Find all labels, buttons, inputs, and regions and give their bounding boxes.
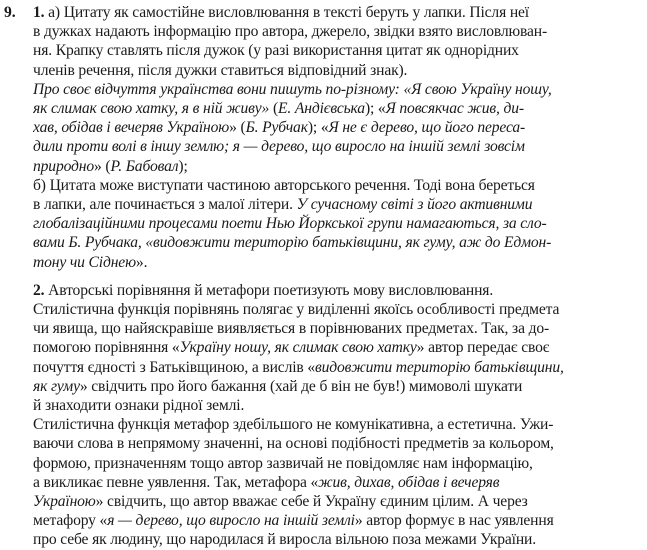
text-line — [33, 300, 639, 320]
text-line — [33, 454, 639, 474]
text-line — [33, 415, 639, 435]
exercise-number: 9. — [4, 4, 16, 21]
text-run: помогою порівняння « — [33, 339, 180, 357]
text-run: вами Б. Рубчака, «видовжити територію батьківщини, як гуму, аж до Едмон- — [33, 234, 552, 252]
text-run: природно — [33, 157, 94, 175]
text-line — [33, 118, 639, 138]
text-line — [33, 377, 639, 397]
text-line — [33, 176, 639, 196]
text-run: ); — [178, 157, 188, 175]
text-run: тону чи Сіднею — [33, 253, 136, 271]
text-run: а викликає певне уявлення. Так, метафора « — [33, 473, 319, 491]
text-run: Е. Андієвська — [278, 100, 365, 117]
text-run: 1. — [33, 4, 45, 21]
text-line — [33, 137, 639, 157]
text-line — [33, 511, 639, 531]
text-line — [33, 99, 639, 119]
text-run: Я не є дерево, що його переса- — [328, 119, 526, 137]
text-run: метафору « — [33, 512, 108, 530]
text-run: членів речення, після дужки ставиться відповідний знак). — [33, 61, 408, 79]
text-run: Україну ношу, як слимак свою хатку — [179, 339, 417, 357]
text-run: 2. — [33, 281, 45, 299]
text-line — [33, 233, 639, 253]
text-run: Р. Бабовал — [110, 157, 179, 175]
text-run: Я повсякчас жив, ди- — [385, 100, 524, 117]
text-run: почуття єдності з Батьківщиною, а вислів « — [33, 358, 315, 376]
text-run: в дужках надають інформацію про автора, джерело, звідки взято висловлюван- — [33, 23, 548, 41]
text-run: хав, обідав і вечеряв Україною — [33, 119, 230, 137]
text-run: » ( — [229, 119, 246, 137]
text-line — [33, 41, 639, 61]
text-line — [33, 358, 639, 378]
text-run: а) Цитату як самостійне висловлювання в тексті беруть у лапки. Після неї — [44, 4, 529, 21]
text-run: я — дерево, що виросло на іншій землі — [107, 512, 355, 530]
text-run: ». — [135, 253, 148, 271]
text-run: про себе як людину, що народилася й виросла вільною поза межами України. — [33, 531, 536, 549]
text-line — [33, 3, 639, 23]
text-line — [33, 319, 639, 339]
text-run: » автор формує в нас уявлення — [354, 512, 554, 530]
text-line — [33, 473, 639, 493]
text-run: жив, дихав, обідав і вечеряв — [318, 473, 500, 491]
text-line — [33, 195, 639, 215]
text-run: й знаходити ознаки рідної землі. — [33, 397, 245, 414]
text-run: глобалізаційними процесами поети Нью Йоркської групи намагаються, за сло- — [33, 215, 547, 233]
text-line — [33, 214, 639, 234]
text-run: ( — [269, 100, 278, 117]
text-run: Б. Рубчак — [245, 119, 308, 137]
text-run: » свідчить про його бажання (хай де б він не був!) мимоволі шукати — [79, 377, 523, 395]
text-run: як слимак свою хатку, я в ній живу» — [33, 100, 270, 117]
text-run: б) Цитата може виступати частиною авторського речення. Тоді вона береться — [33, 176, 535, 194]
text-run: дили проти волі в іншу землю; я — дерево, що виросло на іншій землі зовсім — [33, 138, 525, 156]
text-line — [33, 338, 639, 358]
text-run: Україною — [33, 493, 96, 510]
text-line — [33, 22, 639, 42]
text-run: формою, призначенням тощо автор зазвичай не повідомляє нам інформацію, — [33, 454, 533, 472]
text-run: ваючи слова в непрямому значенні, на основі подібності предметів за кольором, — [33, 435, 554, 453]
text-run: Стилістична функція порівнянь полягає у виділенні якоїсь особливості предмета — [33, 301, 560, 318]
text-line — [33, 157, 639, 177]
text-run: Про своє відчуття українства вони пишуть по-різному: «Я свою Україну ношу, — [33, 80, 552, 98]
text-line — [33, 492, 639, 512]
text-run: ня. Крапку ставлять після дужок (у разі використання цитат як однорідних — [33, 42, 519, 60]
text-run: Стилістична функція метафор здебільшого не комунікативна, а естетична. Ужи- — [33, 416, 554, 434]
text-run: в лапки, але починається з малої літери. — [33, 196, 297, 213]
text-line — [33, 281, 639, 301]
text-run: видовжити територію батьківщини, — [315, 358, 564, 376]
text-line — [33, 530, 639, 550]
text-line — [33, 61, 639, 81]
text-line — [33, 80, 639, 100]
text-run: » свідчить, що автор вважає себе й Україну єдиним цілим. А через — [95, 493, 528, 510]
text-run: як гуму — [33, 377, 80, 395]
text-run: ); « — [307, 119, 329, 137]
text-run: » ( — [94, 157, 111, 175]
text-line — [33, 396, 639, 416]
text-run: » автор передає своє — [416, 339, 550, 357]
text-run: чи явища, що найяскравіше виявляється в порівнюваних предметах. Так, за до- — [33, 320, 550, 338]
text-line — [33, 253, 639, 273]
text-line — [33, 434, 639, 454]
text-run: Авторські порівняння й метафори поетизують мову висловлювання. — [44, 281, 494, 299]
text-run: ); « — [364, 100, 386, 117]
text-run: У сучасному світі з його активними — [296, 196, 533, 213]
